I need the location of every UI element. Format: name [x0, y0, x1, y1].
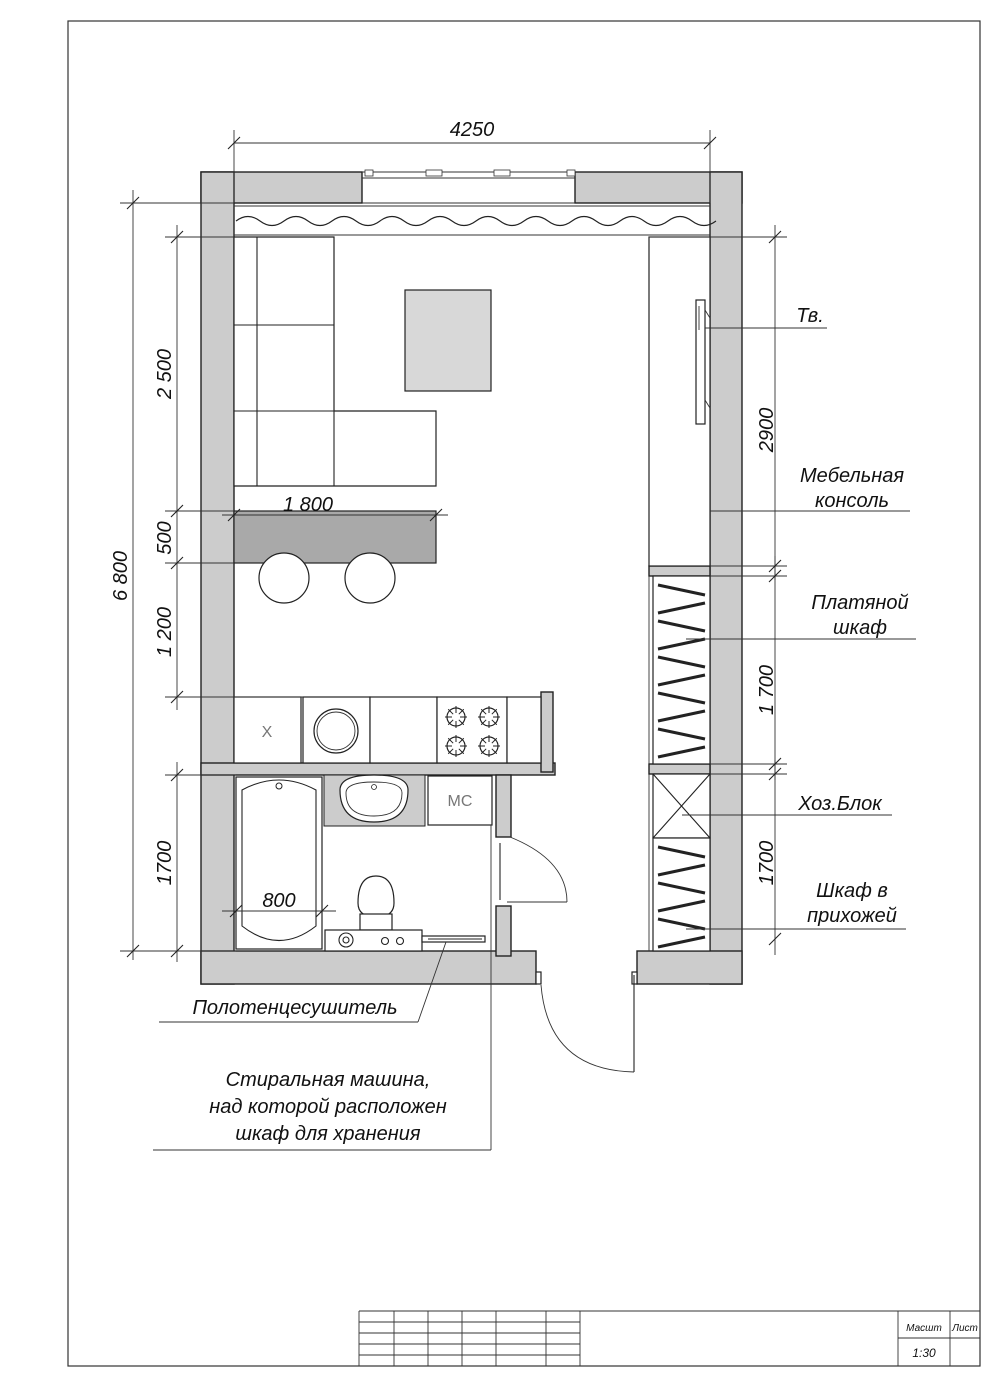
label-washer-1: Стиральная машина, — [225, 1069, 431, 1091]
dim-total-width: 4250 — [449, 119, 495, 141]
dim-bathroom-depth: 1700 — [154, 840, 176, 886]
title-block — [359, 1311, 980, 1366]
dim-bar-depth: 500 — [154, 521, 176, 555]
label-hall-cabinet-1: Шкаф в — [816, 880, 888, 902]
bar-counter — [234, 511, 436, 563]
washing-machine — [325, 930, 422, 951]
fridge-mark: X — [261, 724, 273, 741]
sink — [324, 775, 425, 826]
label-console-1: Мебельная — [799, 465, 905, 487]
entrance-door — [536, 972, 637, 1072]
coffee-table — [405, 290, 491, 391]
dim-hall-length: 1700 — [756, 840, 778, 886]
dim-console-length: 2900 — [756, 407, 778, 453]
curtain — [234, 206, 716, 235]
tv-console — [649, 237, 710, 566]
bar-stool-1 — [259, 553, 309, 603]
sheet-header: Лист — [952, 1323, 978, 1334]
bathtub — [236, 777, 322, 949]
dim-living-depth: 2 500 — [154, 348, 176, 400]
dim-passage: 1 200 — [154, 606, 176, 658]
label-utility: Хоз.Блок — [798, 793, 882, 815]
bar-stool-2 — [345, 553, 395, 603]
scale-value: 1:30 — [912, 1346, 936, 1360]
scale-header: Масшт — [906, 1323, 942, 1334]
utility-block — [653, 774, 710, 838]
wardrobe — [649, 576, 710, 764]
dim-wardrobe-length: 1 700 — [756, 664, 778, 716]
toilet — [358, 876, 394, 930]
label-washer-2: над которой расположен — [209, 1096, 447, 1118]
label-washer-3: шкаф для хранения — [235, 1123, 421, 1145]
window — [362, 170, 575, 203]
bathroom-door — [500, 837, 567, 902]
label-tv: Тв. — [796, 305, 824, 327]
label-console-2: консоль — [814, 490, 890, 512]
label-hall-cabinet-2: прихожей — [807, 905, 897, 927]
label-wardrobe-1: Платяной — [811, 592, 909, 614]
toilet-label: МС — [447, 793, 473, 810]
towel-dryer — [422, 936, 485, 942]
dim-sofa-width: 1 800 — [282, 494, 334, 516]
dim-total-length: 6 800 — [110, 550, 132, 602]
kitchen-counter — [234, 697, 541, 763]
dim-bath-width: 800 — [262, 890, 296, 912]
label-towel-dryer: Полотенцесушитель — [192, 997, 398, 1019]
label-wardrobe-2: шкаф — [833, 617, 887, 639]
toilet-room — [428, 776, 492, 825]
